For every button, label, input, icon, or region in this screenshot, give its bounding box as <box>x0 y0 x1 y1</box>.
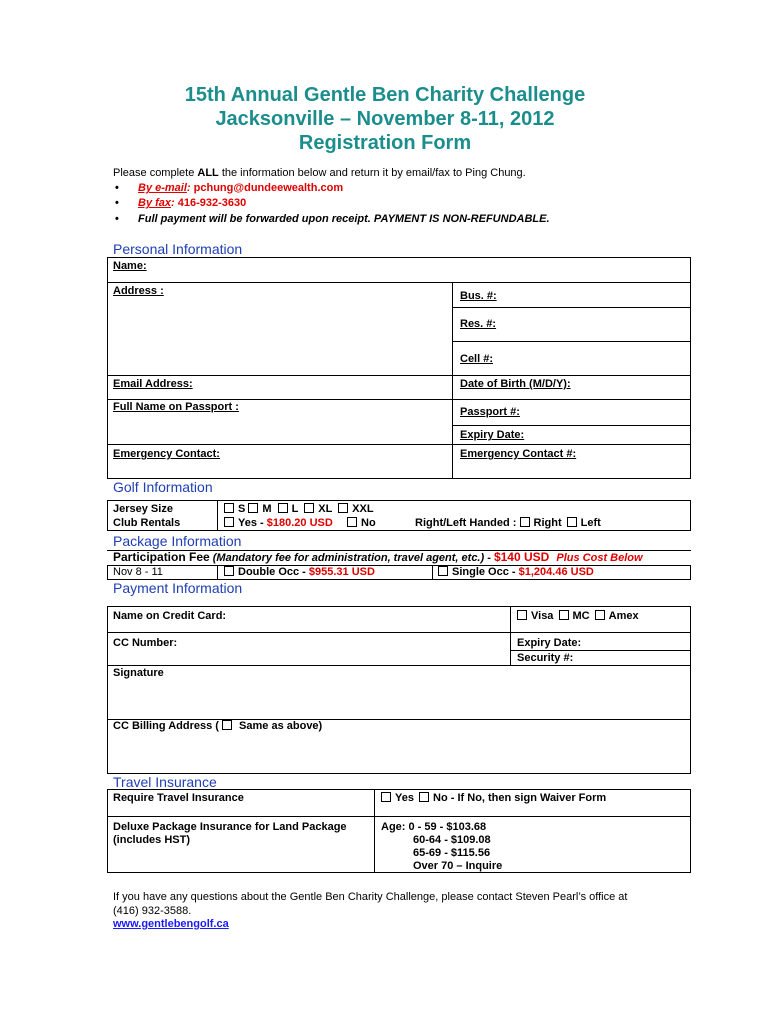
email-field[interactable]: Email Address: <box>113 378 193 390</box>
divider <box>432 565 433 580</box>
checkbox-size-xl[interactable] <box>304 503 314 513</box>
deluxe-insurance-note: (includes HST) <box>113 834 191 846</box>
deluxe-insurance-label: Deluxe Package Insurance for Land Package <box>113 821 347 833</box>
signature-field[interactable]: Signature <box>113 667 164 679</box>
divider <box>107 375 691 376</box>
footer-phone: (416) 932-3588. <box>113 905 192 917</box>
res-phone-field[interactable]: Res. #: <box>460 318 497 330</box>
club-rentals-label: Club Rentals <box>113 517 181 529</box>
checkbox-visa[interactable] <box>517 610 527 620</box>
passport-number-field[interactable]: Passport #: <box>460 406 520 418</box>
checkbox-rental-no[interactable] <box>347 517 357 527</box>
divider <box>510 606 511 665</box>
divider <box>452 341 691 342</box>
jersey-size-label: Jersey Size <box>113 503 173 515</box>
right-label: Right <box>533 517 562 529</box>
checkbox-rental-yes[interactable] <box>224 517 234 527</box>
double-occupancy-option <box>224 566 375 579</box>
handedness-label: Right/Left Handed : <box>415 517 520 529</box>
checkbox-right-handed[interactable] <box>520 517 530 527</box>
divider <box>374 789 375 873</box>
travel-heading: Travel Insurance <box>113 774 217 790</box>
event-location-dates: Jacksonville – November 8-11, 2012 <box>215 108 555 130</box>
age-rate-4: Over 70 – Inquire <box>413 860 503 872</box>
intro-bold: ALL <box>197 167 219 179</box>
left-label: Left <box>580 517 601 529</box>
checkbox-size-m[interactable] <box>248 503 258 513</box>
emergency-number-field[interactable]: Emergency Contact #: <box>460 448 577 460</box>
divider <box>217 565 218 580</box>
fee-extra: Plus Cost Below <box>556 552 643 564</box>
fee-note: (Mandatory fee for administration, travel agent, etc.) <box>212 552 485 564</box>
checkbox-mc[interactable] <box>559 610 569 620</box>
passport-name-field[interactable]: Full Name on Passport : <box>113 401 239 413</box>
visa-label: Visa <box>531 610 554 622</box>
card-type-options <box>517 610 639 623</box>
passport-expiry-field[interactable]: Expiry Date: <box>460 429 525 441</box>
divider <box>510 650 691 651</box>
checkbox-double-occ[interactable] <box>224 566 234 576</box>
divider <box>452 282 453 479</box>
bus-phone-field[interactable]: Bus. #: <box>460 290 497 302</box>
insurance-options <box>381 792 606 805</box>
fax-colon: : <box>171 197 178 209</box>
card-name-field[interactable]: Name on Credit Card: <box>113 610 227 622</box>
package-dates: Nov 8 - 11 <box>113 566 163 578</box>
golf-table <box>107 500 691 531</box>
size-xl-label: XL <box>318 503 333 515</box>
divider <box>107 632 691 633</box>
intro-text <box>113 167 526 179</box>
fee-price: $140 USD <box>493 550 550 564</box>
divider <box>107 282 691 283</box>
divider <box>107 399 691 400</box>
email-value[interactable]: pchung@dundeewealth.com <box>193 182 344 194</box>
checkbox-single-occ[interactable] <box>438 566 448 576</box>
same-address-label: Same as above) <box>236 720 323 732</box>
divider <box>107 665 691 666</box>
cc-expiry-field[interactable]: Expiry Date: <box>517 637 582 649</box>
billing-label: CC Billing Address ( <box>113 720 222 732</box>
jersey-size-options <box>224 503 374 516</box>
form-title: 15th Annual Gentle Ben Charity Challenge <box>184 84 586 106</box>
insurance-yes-label: Yes <box>395 792 414 804</box>
divider <box>107 444 691 445</box>
bullet-dot-icon: • <box>115 182 119 194</box>
divider <box>107 816 691 817</box>
single-price: $1,204.46 USD <box>518 566 594 578</box>
cell-phone-field[interactable]: Cell #: <box>460 353 494 365</box>
require-insurance-label: Require Travel Insurance <box>113 792 244 804</box>
checkbox-left-handed[interactable] <box>567 517 577 527</box>
fax-value: 416-932-3630 <box>177 197 247 209</box>
divider <box>217 500 218 531</box>
footer-contact-text: If you have any questions about the Gentle Ben Charity Challenge, please contact Steven Pearl’s office at <box>113 891 628 903</box>
size-m-label: M <box>262 503 272 515</box>
checkbox-size-l[interactable] <box>278 503 288 513</box>
size-l-label: L <box>291 503 299 515</box>
email-colon: : <box>186 182 194 194</box>
checkbox-size-s[interactable] <box>224 503 234 513</box>
intro-pre: Please complete <box>113 167 198 179</box>
email-label: By e-mail <box>138 182 187 194</box>
fee-label: Participation Fee <box>113 550 210 564</box>
bullet-dot-icon: • <box>115 213 119 225</box>
amex-label: Amex <box>608 610 639 622</box>
cc-security-field[interactable]: Security #: <box>517 652 574 664</box>
package-heading: Package Information <box>113 533 242 549</box>
address-field[interactable]: Address : <box>113 285 164 297</box>
checkbox-size-xxl[interactable] <box>338 503 348 513</box>
personal-table <box>107 257 691 479</box>
rental-yes-label: Yes - <box>238 517 267 529</box>
single-label: Single Occ - <box>452 566 519 578</box>
age-rate-2: 60-64 - $109.08 <box>413 834 491 846</box>
double-label: Double Occ - <box>238 566 309 578</box>
participation-fee-row <box>113 551 643 565</box>
divider <box>452 307 691 308</box>
age-rate-3: 65-69 - $115.56 <box>413 847 491 859</box>
name-field[interactable]: Name: <box>113 260 147 272</box>
mc-label: MC <box>572 610 590 622</box>
checkbox-same-address[interactable] <box>222 720 232 730</box>
club-rental-yes <box>224 517 333 530</box>
club-rental-no <box>347 517 376 530</box>
single-occupancy-option <box>438 566 594 579</box>
checkbox-insurance-no[interactable] <box>419 792 429 802</box>
fee-dash: - <box>484 552 494 564</box>
dob-field[interactable]: Date of Birth (M/D/Y): <box>460 378 571 390</box>
billing-address-field <box>113 720 322 733</box>
checkbox-insurance-yes[interactable] <box>381 792 391 802</box>
emergency-contact-field[interactable]: Emergency Contact: <box>113 448 220 460</box>
handedness-group <box>415 517 601 530</box>
payment-note: Full payment will be forwarded upon receipt. PAYMENT IS NON-REFUNDABLE. <box>138 213 550 225</box>
rental-no-label: No <box>361 517 376 529</box>
rental-price: $180.20 USD <box>266 517 333 529</box>
intro-post: the information below and return it by email/fax to Ping Chung. <box>218 167 526 179</box>
bullet-dot-icon: • <box>115 197 119 209</box>
golf-heading: Golf Information <box>113 479 213 495</box>
double-price: $955.31 USD <box>308 566 375 578</box>
website-link[interactable]: www.gentlebengolf.ca <box>113 918 229 930</box>
fax-label: By fax <box>138 197 172 209</box>
payment-heading: Payment Information <box>113 580 243 596</box>
form-subtitle: Registration Form <box>298 132 472 154</box>
size-xxl-label: XXL <box>352 503 374 515</box>
age-rate-1: Age: 0 - 59 - $103.68 <box>381 821 487 833</box>
size-s-label: S <box>238 503 246 515</box>
package-options-row <box>107 565 691 580</box>
cc-number-field[interactable]: CC Number: <box>113 637 178 649</box>
divider <box>452 425 691 426</box>
personal-heading: Personal Information <box>113 241 243 257</box>
checkbox-amex[interactable] <box>595 610 605 620</box>
insurance-no-label: No - If No, then sign Waiver Form <box>433 792 607 804</box>
